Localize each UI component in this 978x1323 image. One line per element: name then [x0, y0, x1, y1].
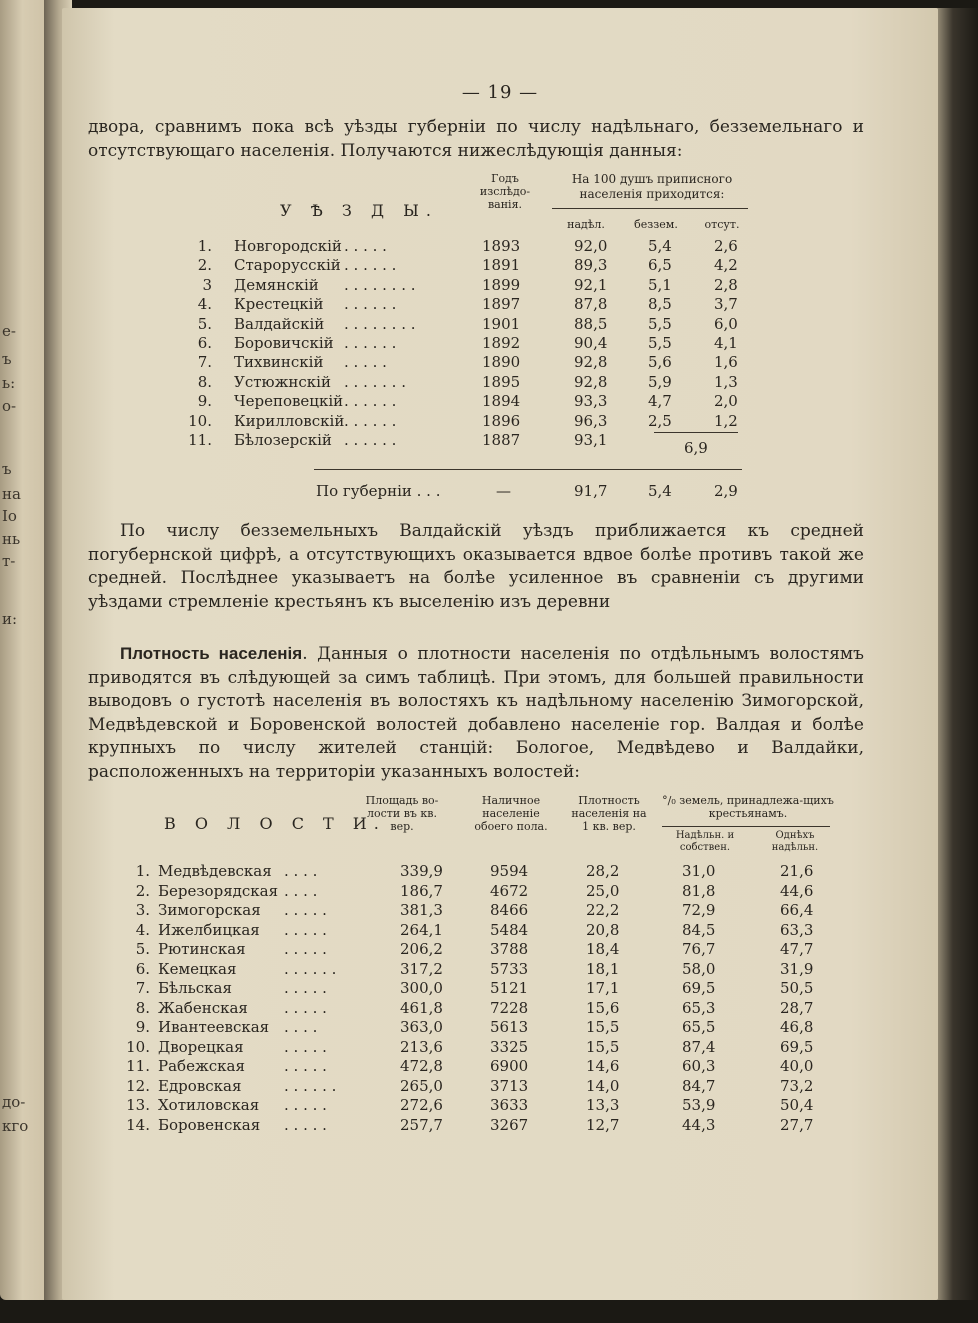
- area-value: 381,3: [400, 901, 443, 919]
- table2-header-rule: [662, 826, 830, 827]
- land-owned-percent: 60,3: [682, 1057, 716, 1075]
- row-number: 1.: [197, 237, 212, 255]
- table1-row: [62, 334, 938, 353]
- population-value: 3325: [490, 1037, 529, 1056]
- volost-name: Хотиловская: [158, 1096, 260, 1114]
- table1-row: [62, 431, 938, 450]
- table2-sub-a: Надѣльн. и собствен.: [675, 830, 735, 853]
- nadel-value: 88,5: [574, 314, 608, 333]
- intro-paragraph: двора, сравнимъ пока всѣ уѣзды губерніи по числу надѣльнаго, безземельнаго и отсутствующаго населенія. Получаются нижеслѣдующія данныя:: [88, 117, 864, 161]
- nadel-value: 92,0: [574, 237, 608, 255]
- volost-name: Едровская: [158, 1076, 242, 1095]
- row-number: 4.: [197, 295, 212, 314]
- land-allotment-percent: 27,7: [780, 1115, 814, 1134]
- density-value: 14,0: [586, 1076, 620, 1095]
- volost-name: Боровенская: [158, 1115, 261, 1134]
- row-number: 2.: [135, 881, 150, 900]
- table2-col-density: Плотность населенія на 1 кв. вер.: [571, 794, 647, 833]
- row-number: 6.: [197, 334, 212, 352]
- leader-dots: . . . . .: [284, 1096, 327, 1114]
- row-number: 10.: [126, 1037, 150, 1056]
- row-number: 10.: [188, 411, 212, 430]
- otsut-value: 1,6: [714, 353, 738, 372]
- district-name: Новгородскій: [234, 237, 342, 255]
- leader-dots: . . . . .: [284, 901, 327, 919]
- survey-year: 1893: [482, 237, 521, 255]
- facing-page-fragment: до-: [2, 1093, 26, 1111]
- land-allotment-percent: 73,2: [780, 1076, 814, 1095]
- table1-row: [62, 412, 938, 431]
- density-value: 28,2: [586, 862, 620, 880]
- table2-row: [62, 1018, 938, 1038]
- leader-dots: . . . . .: [284, 920, 327, 939]
- leader-dots: . . . . . .: [344, 256, 397, 275]
- bezzem-value: 5,5: [648, 334, 672, 352]
- nadel-value: 92,1: [574, 275, 608, 294]
- nadel-value: 92,8: [574, 353, 608, 372]
- land-allotment-percent: 28,7: [780, 998, 814, 1017]
- leader-dots: . . . . .: [284, 1057, 327, 1075]
- leader-dots: . . . . . .: [284, 1076, 337, 1095]
- otsut-value: 1,2: [714, 411, 738, 430]
- facing-page-fragment: ь:: [2, 374, 16, 392]
- table2-row: [62, 960, 938, 980]
- row-number: 1.: [135, 862, 150, 880]
- volost-name: Кемецкая: [158, 959, 237, 978]
- leader-dots: . . . . . .: [344, 334, 397, 352]
- area-value: 339,9: [400, 862, 443, 880]
- area-value: 461,8: [400, 998, 443, 1017]
- nadel-value: 93,1: [574, 431, 608, 449]
- land-owned-percent: 65,5: [682, 1018, 716, 1036]
- row-number: 5.: [197, 314, 212, 333]
- leader-dots: . . . . .: [284, 998, 327, 1017]
- land-owned-percent: 81,8: [682, 881, 716, 900]
- table2-row: [62, 1077, 938, 1097]
- land-owned-percent: 31,0: [682, 862, 716, 880]
- facing-page-fragment: Io: [2, 507, 17, 525]
- facing-page-fragment: ъ: [2, 350, 12, 368]
- district-name: Крестецкій: [234, 295, 324, 314]
- population-value: 7228: [490, 998, 529, 1017]
- table1-col-year: Годъ изслѣдо-ванія.: [479, 172, 531, 211]
- area-value: 213,6: [400, 1037, 443, 1056]
- district-name: Валдайскій: [234, 314, 325, 333]
- land-owned-percent: 72,9: [682, 901, 716, 919]
- survey-year: 1892: [482, 334, 521, 352]
- area-value: 265,0: [400, 1076, 443, 1095]
- density-value: 17,1: [586, 979, 620, 997]
- table2-row: [62, 999, 938, 1019]
- population-value: 8466: [490, 901, 529, 919]
- volost-name: Жабенская: [158, 998, 248, 1017]
- density-value: 20,8: [586, 920, 620, 939]
- density-value: 14,6: [586, 1057, 620, 1075]
- page-number: — 19 —: [461, 82, 539, 103]
- facing-page-fragment: кго: [2, 1117, 29, 1135]
- bezzem-value: 5,4: [648, 237, 672, 255]
- table1-col-group: На 100 душъ приписного населенія приходится:: [571, 172, 733, 201]
- area-value: 363,0: [400, 1018, 443, 1036]
- survey-year: 1901: [482, 314, 521, 333]
- area-value: 272,6: [400, 1096, 443, 1114]
- density-value: 18,4: [586, 940, 620, 958]
- area-value: 257,7: [400, 1115, 443, 1134]
- district-name: Бѣлозерскій: [234, 431, 332, 449]
- row-number: 13.: [126, 1096, 150, 1114]
- leader-dots: . . . . .: [284, 979, 327, 997]
- land-allotment-percent: 46,8: [780, 1018, 814, 1036]
- district-name: Кирилловскій: [234, 411, 345, 430]
- row-number: 7.: [135, 979, 150, 997]
- table2-col-pop: Наличное населеніе обоего пола.: [474, 794, 548, 833]
- bezzem-value: 6,5: [648, 256, 672, 275]
- bezzem-value: 5,6: [648, 353, 672, 372]
- volost-name: Медвѣдевская: [158, 862, 272, 880]
- bezzem-value: 5,5: [648, 314, 672, 333]
- district-name: Демянскій: [234, 275, 319, 294]
- land-owned-percent: 65,3: [682, 998, 716, 1017]
- row-number: 8.: [197, 372, 212, 391]
- table2-col-group: °/₀ земель, принадлежа-щихъ крестьянамъ.: [662, 794, 834, 820]
- leader-dots: . . . . .: [344, 353, 387, 372]
- volost-name: Березорядская: [158, 881, 279, 900]
- population-value: 3267: [490, 1115, 529, 1134]
- table1-sub-bezzem: беззем.: [634, 218, 678, 231]
- land-allotment-percent: 50,5: [780, 979, 814, 997]
- bezzem-value: 8,5: [648, 295, 672, 314]
- row-number: 8.: [135, 998, 150, 1017]
- population-value: 4672: [490, 881, 529, 900]
- bezzem-value: 5,1: [648, 275, 672, 294]
- leader-dots: . . . . . .: [284, 959, 337, 978]
- leader-dots: . . . .: [284, 862, 318, 880]
- row-number: 7.: [197, 353, 212, 372]
- table1-row: [62, 373, 938, 392]
- paragraph-landless: По числу безземельныхъ Валдайскій уѣздъ приближается къ средней погубернской цифрѣ, а отсутствующихъ оказывается вдвое болѣе противъ такой же средней. Послѣднее указываетъ на болѣе усиленное въ сравненіи съ другими уѣздами стремленіе крестьянъ къ выселенію изъ деревни: [88, 521, 864, 612]
- table2-sub-b: Однѣхъ надѣльн.: [771, 830, 819, 853]
- volost-name: Рютинская: [158, 940, 246, 958]
- row-number: 4.: [135, 920, 150, 939]
- otsut-value: 3,7: [714, 295, 738, 314]
- row-number: 12.: [126, 1076, 150, 1095]
- row-number: 5.: [135, 940, 150, 958]
- table2-row: [62, 882, 938, 902]
- density-value: 13,3: [586, 1096, 620, 1114]
- leader-dots: . . . . .: [284, 1037, 327, 1056]
- leader-dots: . . . .: [284, 1018, 318, 1036]
- land-allotment-percent: 31,9: [780, 959, 814, 978]
- district-name: Череповецкій: [234, 392, 344, 411]
- land-owned-percent: 44,3: [682, 1115, 716, 1134]
- population-value: 3633: [490, 1096, 529, 1114]
- survey-year: 1896: [482, 411, 521, 430]
- volost-name: Зимогорская: [158, 901, 261, 919]
- bezzem-value: 2,5: [648, 411, 672, 430]
- land-allotment-percent: 66,4: [780, 901, 814, 919]
- table1-row: [62, 353, 938, 372]
- bezzem-value: 4,7: [648, 392, 672, 411]
- volost-name: Ивантеевская: [158, 1018, 270, 1036]
- land-owned-percent: 58,0: [682, 959, 716, 978]
- table2-row: [62, 901, 938, 921]
- table1-title: У Ѣ З Д Ы.: [280, 201, 438, 220]
- land-allotment-percent: 63,3: [780, 920, 814, 939]
- survey-year: 1899: [482, 275, 521, 294]
- land-owned-percent: 84,7: [682, 1076, 716, 1095]
- district-name: Тихвинскій: [234, 353, 324, 372]
- facing-page-fragment: о-: [2, 397, 17, 415]
- facing-page-fragment: и:: [2, 610, 18, 628]
- survey-year: 1897: [482, 295, 521, 314]
- population-value: 9594: [490, 862, 529, 880]
- land-owned-percent: 69,5: [682, 979, 716, 997]
- otsut-value: 2,0: [714, 392, 738, 411]
- volost-name: Дворецкая: [158, 1037, 244, 1056]
- leader-dots: . . . .: [284, 881, 318, 900]
- land-allotment-percent: 69,5: [780, 1037, 814, 1056]
- leader-dots: . . . . .: [344, 237, 387, 255]
- row-number: 9.: [197, 392, 212, 411]
- population-value: 5733: [490, 959, 529, 978]
- table2-col-area: Площадь во-лости въ кв. вер.: [365, 794, 439, 833]
- density-value: 18,1: [586, 959, 620, 978]
- district-name: Старорусскій: [234, 256, 341, 275]
- document-page: — 19 — двора, сравнимъ пока всѣ уѣзды губерніи по числу надѣльнаго, безземельнаго и отсутствующаго населенія. Получаются нижеслѣдующія данныя: У Ѣ З Д Ы. Годъ изслѣдо-ванія. На 100 душъ приписного населенія приходится: надѣл. беззем. отсут. 1. Новгородскій . . . . . 1893 92,0 5,4 2,6 2. Старорусскій . . . . . . 1891 89,3 6,5 4,2 3 Демянскій . . . . . . . . 1899 92,1 5,1 2,8 4. Крестецкій . . . . . . 1897 87,8 8,5 3,7 5. Валдайскій . . . . . . . . 1901 88,5 5,5 6,0 6. Боровичскій . . . . . . 1892 90,4 5,5 4,1 7. Тихвинскій . . . . . 1890 92,8 5,6 1,6 8. Устюжнскій . . . . . . . 1895 92,8 5,9 1,3 9. Череповецкій . . . . . . 1894 93,3 4,7 2,0 10. Кирилловскій . . . . . . 1896 96,3 2,5 1,2 11. Бѣлозерскій . . . . . . 1887 93,1 6,9 По губерніи . . . — 91,7 5,4 2,9 По числу безземельныхъ Валдайскій уѣздъ приближается къ средней погубернской цифрѣ, а отсутствующихъ оказывается вдвое болѣе противъ такой же средней. Послѣднее указываетъ на болѣе усиленное въ сравненіи съ другими уѣздами стремленіе крестьянъ къ выселенію изъ деревни Плотность населенія. Данныя о плотности населенія по отдѣльнымъ волостямъ приводятся въ слѣдующей за симъ таблицѣ. При этомъ, для большей правильности выводовъ о густотѣ населенія въ волостяхъ къ надѣльному населенію Зимогорской, Медвѣдевской и Боровенской волостей добавлено населеніе гор. Валдая и болѣе крупныхъ по числу жителей станцій: Бологое, Медвѣдево и Валдайки, расположенныхъ на территоріи указанныхъ волостей: В О Л О С Т И. Площадь во-лости въ кв. вер. Наличное населеніе обоего пола. Плотность населенія на 1 кв. вер. °/₀ земель, принадлежа-щихъ крестьянамъ. Надѣльн. и собствен. Однѣхъ надѣльн. 1. Медвѣдевская . . . . 339,9 9594 28,2 31,0 21,6 2. Березорядская . . . . 186,7 4672 25,0 81,8 44,6 3. Зимогорская . . . . . 381,3 8466 22,2 72,9 66,4 4. Ижелбицкая . . . . . 264,1 5484 20,8 84,5 63,3 5. Рютинская . . . . . 206,2 3788 18,4 76,7 47,7 6. Кемецкая . . . . . . 317,2 5733 18,1 58,0 31,9 7. Бѣльская . . . . . 300,0 5121 17,1 69,5 50,5 8. Жабенская . . . . . 461,8 7228 15,6 65,3 28,7 9. Ивантеевская . . . . 363,0 5613 15,5 65,5 46,8 10. Дворецкая . . . . . 213,6 3325 15,5 87,4 69,5 11. Рабежская . . . . . 472,8 6900 14,6 60,3 40,0 12. Едровская . . . . . . 265,0 3713 14,0 84,7 73,2 13. Хотиловская . . . . . 272,6 3633 13,3 53,9 50,4 14. Боровенская . . . . . 257,7 3267 12,7 44,3 27,7: [62, 8, 938, 1300]
- population-value: 5613: [490, 1018, 529, 1036]
- table2-row: [62, 979, 938, 999]
- row-number: 3.: [135, 901, 150, 919]
- leader-dots: . . . . . .: [344, 411, 397, 430]
- facing-page-fragment: нь: [2, 530, 21, 548]
- facing-page-fragment: е-: [2, 322, 16, 340]
- facing-page-fragment: т-: [2, 552, 16, 570]
- area-value: 186,7: [400, 881, 443, 900]
- table2-row: [62, 921, 938, 941]
- density-value: 15,5: [586, 1037, 620, 1056]
- density-value: 15,5: [586, 1018, 620, 1036]
- volost-name: Ижелбицкая: [158, 920, 260, 939]
- land-owned-percent: 76,7: [682, 940, 716, 958]
- density-value: 25,0: [586, 881, 620, 900]
- volost-name: Бѣльская: [158, 979, 232, 997]
- table2-row: [62, 1116, 938, 1136]
- district-name: Боровичскій: [234, 334, 334, 352]
- table1-sub-nadel: надѣл.: [567, 218, 605, 231]
- leader-dots: . . . . .: [284, 940, 327, 958]
- table1-row: [62, 392, 938, 411]
- table1-row: [62, 276, 938, 295]
- table1-sub-otsut: отсут.: [704, 218, 740, 231]
- row-number: 9.: [135, 1018, 150, 1036]
- nadel-value: 93,3: [574, 392, 608, 411]
- table1-row: [62, 237, 938, 256]
- table1-total-row: По губерніи . . . — 91,7 5,4 2,9: [316, 482, 738, 500]
- population-value: 5121: [490, 979, 529, 997]
- density-value: 12,7: [586, 1115, 620, 1134]
- row-number: 14.: [126, 1115, 150, 1134]
- row-number: 2.: [197, 256, 212, 275]
- survey-year: 1891: [482, 256, 521, 275]
- leader-dots: . . . . . .: [344, 431, 397, 449]
- survey-year: 1890: [482, 353, 521, 372]
- land-allotment-percent: 40,0: [780, 1057, 814, 1075]
- table2-row: [62, 1038, 938, 1058]
- volost-name: Рабежская: [158, 1057, 245, 1075]
- population-value: 3788: [490, 940, 529, 958]
- table1-row: [62, 315, 938, 334]
- area-value: 206,2: [400, 940, 443, 958]
- leader-dots: . . . . .: [284, 1115, 327, 1134]
- leader-dots: . . . . . . . .: [344, 314, 416, 333]
- land-allotment-percent: 21,6: [780, 862, 814, 880]
- area-value: 317,2: [400, 959, 443, 978]
- paragraph-density: [88, 642, 864, 784]
- area-value: 472,8: [400, 1057, 443, 1075]
- density-value: 15,6: [586, 998, 620, 1017]
- survey-year: 1894: [482, 392, 521, 411]
- otsut-value: 6,0: [714, 314, 738, 333]
- table2-row: [62, 1057, 938, 1077]
- bezzem-value: 5,9: [648, 372, 672, 391]
- leader-dots: . . . . . . . .: [344, 275, 416, 294]
- leader-dots: . . . . . .: [344, 295, 397, 314]
- land-allotment-percent: 44,6: [780, 881, 814, 900]
- row-number: 11.: [188, 431, 212, 449]
- nadel-value: 89,3: [574, 256, 608, 275]
- otsut-value: 2,6: [714, 237, 738, 255]
- row-number: 3: [202, 275, 212, 294]
- otsut-value: 2,8: [714, 275, 738, 294]
- land-owned-percent: 84,5: [682, 920, 716, 939]
- density-value: 22,2: [586, 901, 620, 919]
- table2-title: В О Л О С Т И.: [164, 814, 386, 833]
- table1-row: [62, 295, 938, 314]
- page-edge-shadow: [936, 8, 978, 1300]
- facing-page-fragment: ъ: [2, 460, 12, 478]
- otsut-value: 1,3: [714, 372, 738, 391]
- nadel-value: 87,8: [574, 295, 608, 314]
- nadel-value: 90,4: [574, 334, 608, 352]
- area-value: 300,0: [400, 979, 443, 997]
- table1-total-rule: [314, 469, 742, 470]
- table1-row: [62, 256, 938, 275]
- survey-year: 1895: [482, 372, 521, 391]
- population-value: 3713: [490, 1076, 529, 1095]
- leader-dots: . . . . . . .: [344, 372, 406, 391]
- table1-brace-rule: [654, 432, 738, 433]
- land-allotment-percent: 47,7: [780, 940, 814, 958]
- population-value: 5484: [490, 920, 529, 939]
- facing-page-fragment: на: [2, 485, 21, 503]
- land-allotment-percent: 50,4: [780, 1096, 814, 1114]
- population-value: 6900: [490, 1057, 529, 1075]
- nadel-value: 96,3: [574, 411, 608, 430]
- nadel-value: 92,8: [574, 372, 608, 391]
- row-number: 6.: [135, 959, 150, 978]
- survey-year: 1887: [482, 431, 521, 449]
- district-name: Устюжнскій: [234, 372, 331, 391]
- table1-header-rule: [552, 208, 748, 209]
- otsut-value: 4,2: [714, 256, 738, 275]
- row-number: 11.: [126, 1057, 150, 1075]
- table2-row: [62, 940, 938, 960]
- table2-row: [62, 1096, 938, 1116]
- otsut-value: 4,1: [714, 334, 738, 352]
- land-owned-percent: 53,9: [682, 1096, 716, 1114]
- section-heading-density: Плотность населенія: [120, 644, 303, 663]
- paragraph-density-text: . Данныя о плотности населенія по отдѣльнымъ волостямъ приводятся въ слѣдующей за симъ таблицѣ. При этомъ, для большей правильности выводовъ о густотѣ населенія въ волостяхъ къ надѣльному населенію Зимогорской, Медвѣдевской и Боровенской волостей добавлено населеніе гор. Валдая и болѣе крупныхъ по числу жителей станцій: Бологое, Медвѣдево и Валдайки, расположенныхъ на территоріи указанныхъ волостей:: [88, 644, 864, 782]
- land-owned-percent: 87,4: [682, 1037, 716, 1056]
- area-value: 264,1: [400, 920, 443, 939]
- table2-row: [62, 862, 938, 882]
- leader-dots: . . . . . .: [344, 392, 397, 411]
